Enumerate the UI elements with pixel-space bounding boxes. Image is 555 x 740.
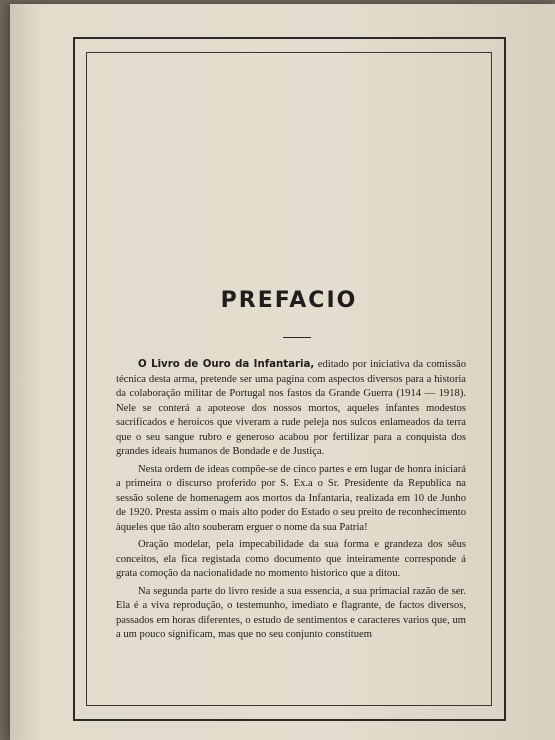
page-title: PREFACIO bbox=[220, 288, 358, 313]
paragraph: Oração modelar, pela impecabilidade da sua forma e grandeza dos sêus conceitos, ela fica registada como documento que inteiramente corresponde á grata comoção da nacionalidade no momento historico que a ditou. bbox=[116, 539, 466, 579]
paragraph: Na segunda parte do livro reside a sua essencia, a sua primacial razão de ser. Ela é a viva reprodução, o testemunho, imediato e flagrante, de factos diversos, passados em horas diferentes, o estudo de sentimentos e caracteres varios que, um a um pouco significam, mas que no seu conjunto constituem bbox=[116, 585, 466, 640]
paragraph-text: editado por iniciativa da comissão técnica desta arma, pretende ser uma pagina com aspectos diversos para a historia da colaboração militar de Portugal nos fastos da Grande Guerra (1914 — 1918). Nele se conterá a apoteose dos nossos mortos, aqueles infantes modestos sacrificados e heroicos que viveram a rude peleja nos sulcos enlameados da terra que o seu sangue rubro e generoso acabou por fertilizar para a conquista dos grandes ideais humanos de Bondade e de Justiça. bbox=[116, 359, 466, 457]
book-title-lead: O Livro de Ouro da Infantaria, bbox=[138, 359, 315, 370]
title-divider bbox=[283, 337, 311, 338]
paragraph: Nesta ordem de ideas compõe-se de cinco partes e em lugar de honra iniciará a primeira o discurso proferido por S. Ex.a o Sr. Presidente da Republica na sessão solene de homenagem aos mortos da Infantaria, realizada em 10 de Junho de 1920. Presta assim o mais alto poder do Estado o seu preito de reconhecimento àqueles que tão alto souberam erguer o nome da sua Patria! bbox=[116, 463, 466, 533]
preface-body bbox=[116, 358, 466, 643]
paragraph bbox=[116, 358, 466, 460]
